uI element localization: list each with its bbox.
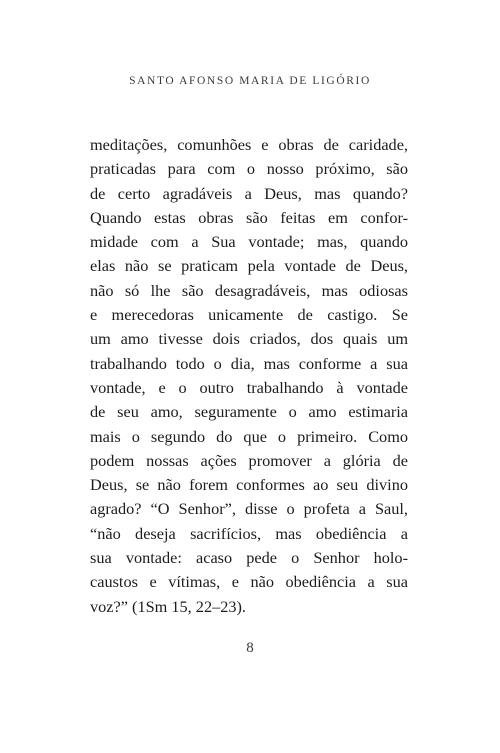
text-line: trabalhando todo o dia, mas conforme a sua xyxy=(90,353,408,373)
text-line: um amo tivesse dois criados, dos quais um xyxy=(90,329,408,349)
text-line: midade com a Sua vontade; mas, quando xyxy=(90,232,408,252)
text-line: meditações, comunhões e obras de caridade, xyxy=(90,135,408,154)
body-text xyxy=(90,133,408,619)
text-line: não só lhe são desagradáveis, mas odiosas xyxy=(90,280,408,300)
text-line: podem nossas ações promover a glória de xyxy=(90,450,408,470)
text-line: Deus, se não forem conformes ao seu divino xyxy=(90,475,408,495)
text-line: praticadas para com o nosso próximo, são xyxy=(90,159,408,179)
text-line: “não deseja sacrifícios, mas obediência a xyxy=(90,523,408,543)
text-line: agrado? “O Senhor”, disse o profeta a Saul, xyxy=(90,499,408,519)
text-line: e merecedoras unicamente de castigo. Se xyxy=(90,305,408,325)
text-line-last: voz?” (1Sm 15, 22–23). xyxy=(90,596,246,616)
text-line: elas não se praticam pela vontade de Deus, xyxy=(90,256,408,276)
text-line: mais o segundo do que o primeiro. Como xyxy=(90,426,408,446)
text-line: caustos e vítimas, e não obediência a sua xyxy=(90,572,408,592)
text-line: sua vontade: acaso pede o Senhor holo- xyxy=(90,548,408,568)
text-line: de certo agradáveis a Deus, mas quando? xyxy=(90,183,408,203)
text-line: Quando estas obras são feitas em confor- xyxy=(90,207,408,227)
running-header: SANTO AFONSO MARIA DE LIGÓRIO xyxy=(129,75,371,87)
text-line: de seu amo, seguramente o amo estimaria xyxy=(90,402,408,422)
text-line: vontade, e o outro trabalhando à vontade xyxy=(90,377,408,397)
page-number: 8 xyxy=(246,640,254,656)
